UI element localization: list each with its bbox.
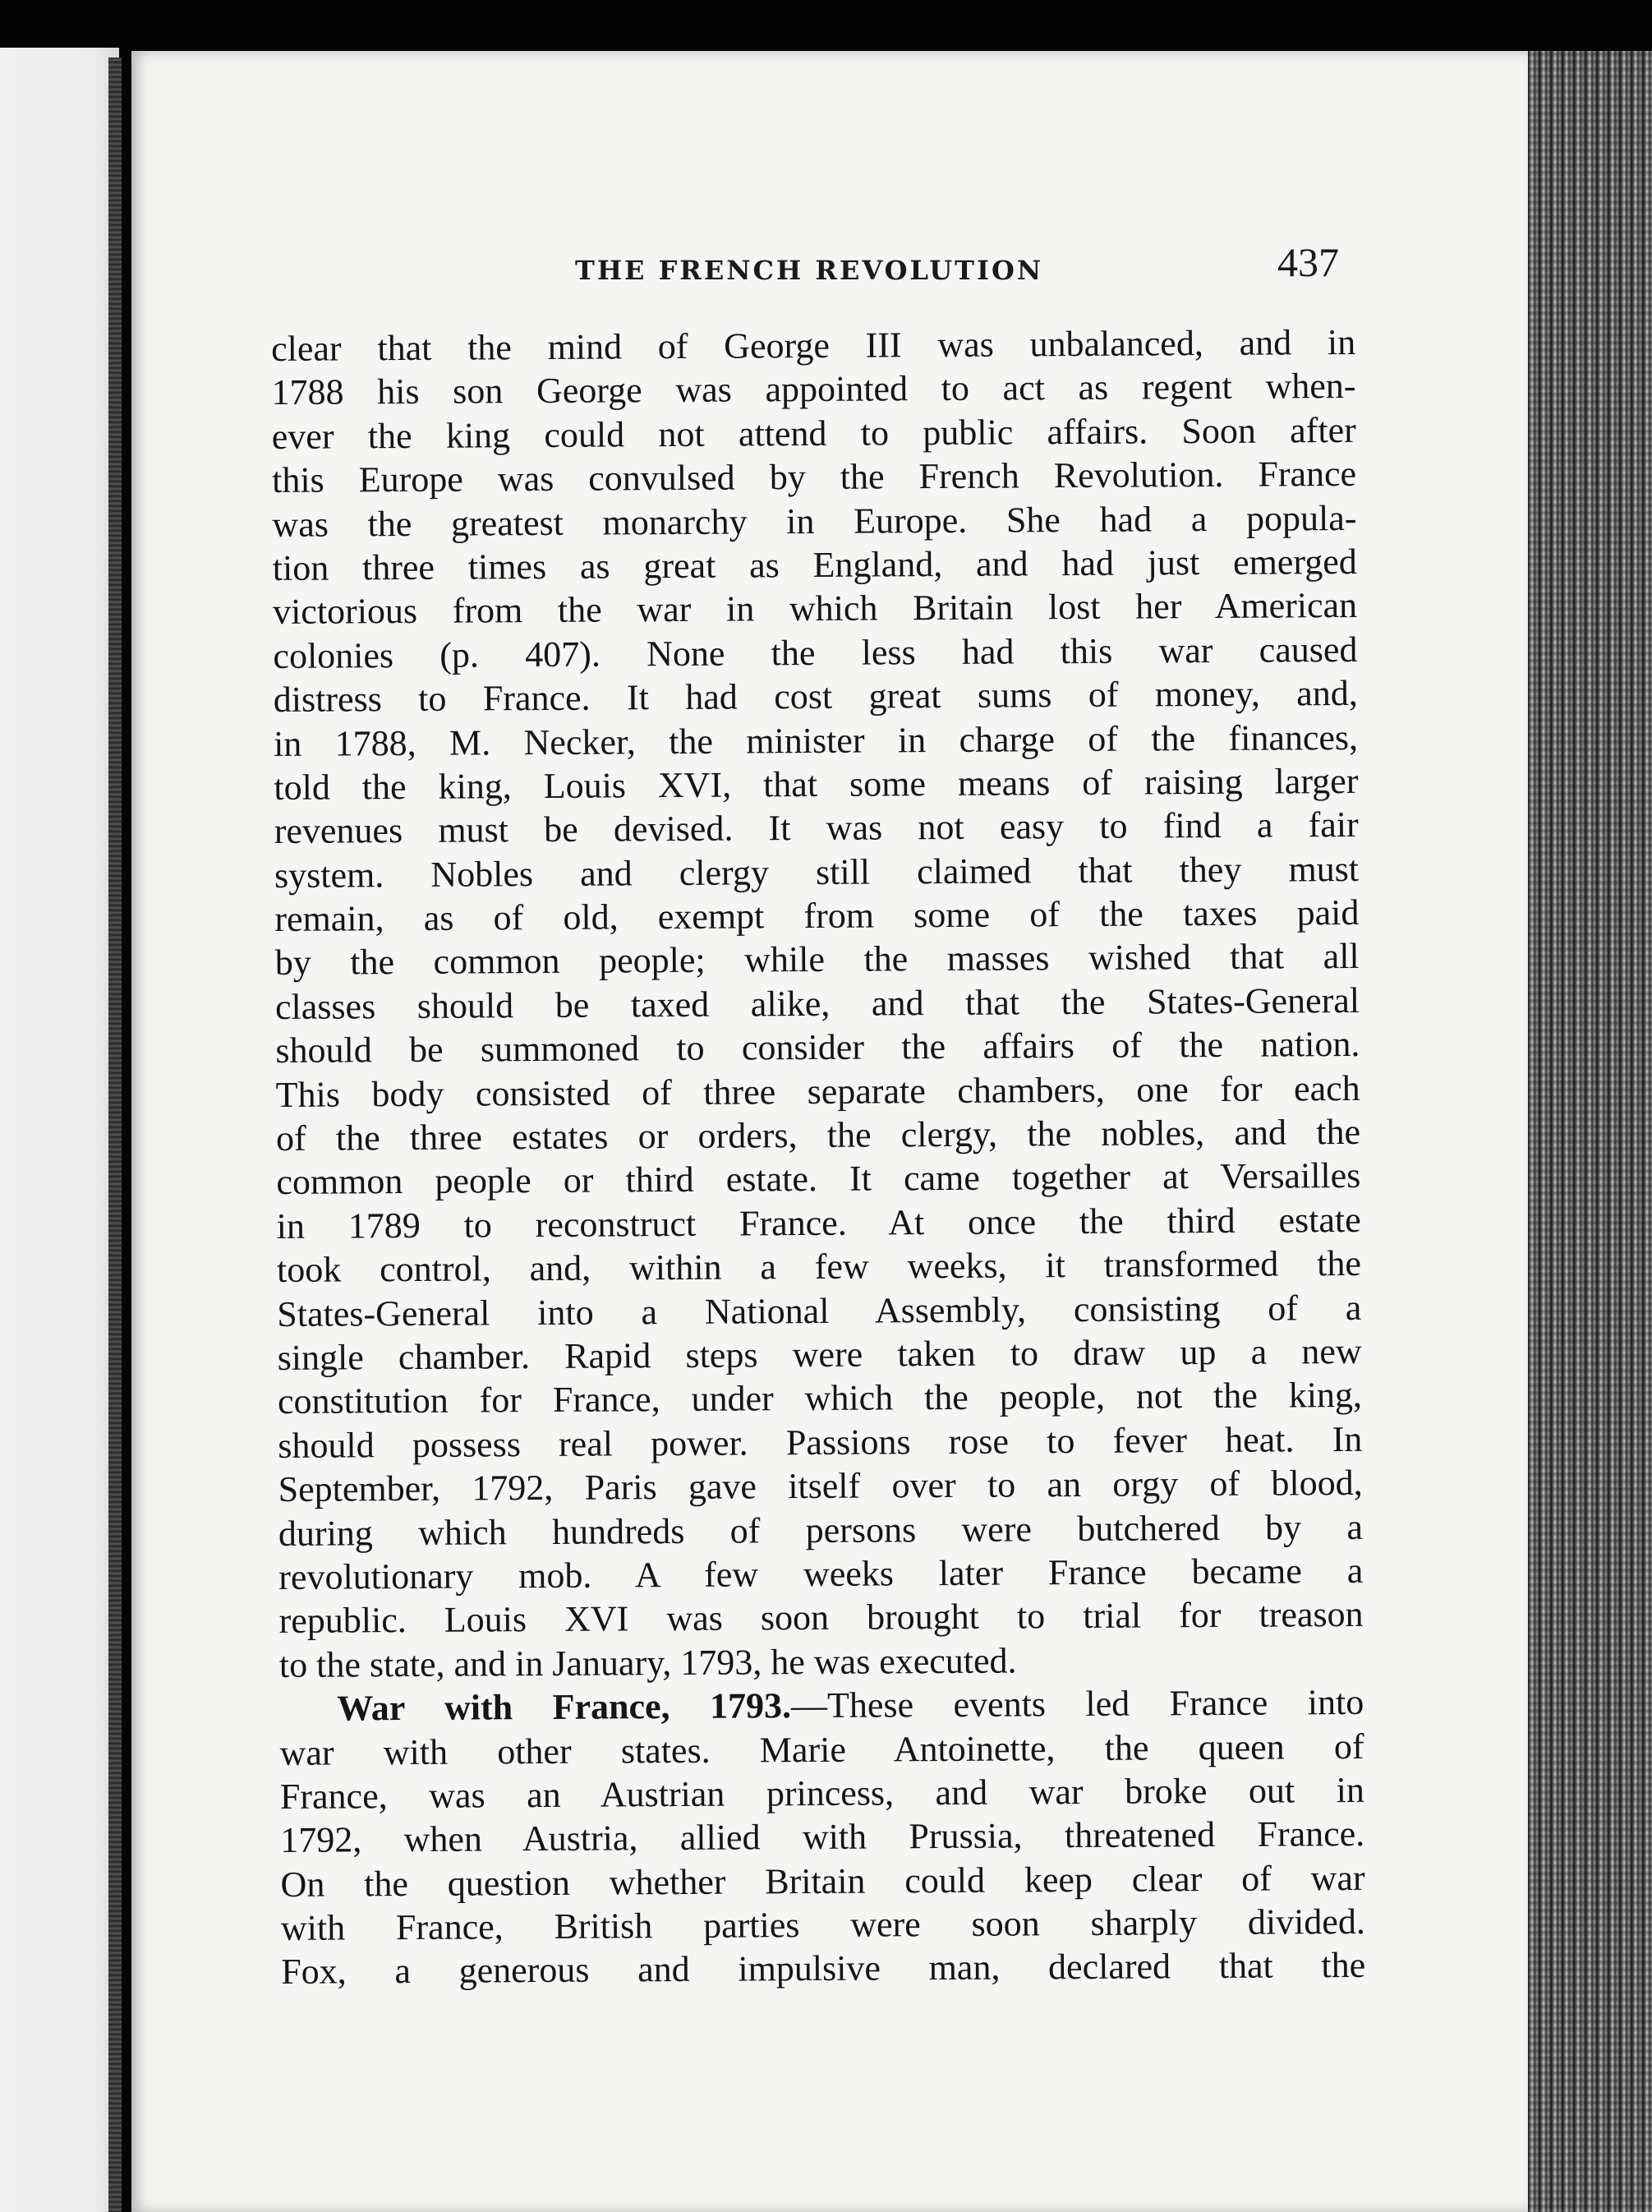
text-line: This body consisted of three separate chambers, one for each <box>275 1067 1360 1115</box>
page-header <box>148 196 1347 286</box>
text-line: to the state, and in January, 1793, he was executed. <box>278 1640 1017 1685</box>
text-line: of the three estates or orders, the clergy, the nobles, and the <box>275 1111 1361 1159</box>
text-line: war with other states. Marie Antoinette, the queen of <box>279 1726 1364 1773</box>
text-line: in 1789 to reconstruct France. At once the third estate <box>276 1199 1361 1247</box>
left-page-edge <box>0 48 119 2212</box>
text-line: should possess real power. Passions rose to fever heat. In <box>278 1418 1363 1466</box>
text-line: On the question whether Britain could keep clear of war <box>280 1857 1365 1905</box>
text-line: 1792, when Austria, allied with Prussia, threatened France. <box>280 1813 1365 1861</box>
page-number: 437 <box>1277 239 1339 285</box>
text-line: told the king, Louis XVI, that some means of raising larger <box>274 760 1359 808</box>
text-line: tion three times as great as England, and had just emerged <box>272 541 1357 588</box>
text-line: ever the king could not attend to public affairs. Soon after <box>271 409 1356 457</box>
text-line: should be summoned to consider the affairs of the nation. <box>275 1024 1360 1071</box>
text-line: States-General into a National Assembly, consisting of a <box>277 1287 1362 1334</box>
text-line: 1788 his son George was appointed to act as regent when- <box>271 366 1356 413</box>
text-line: September, 1792, Paris gave itself over to an orgy of blood, <box>278 1463 1363 1510</box>
text-line: system. Nobles and clergy still claimed that they must <box>274 848 1360 896</box>
text-line: single chamber. Rapid steps were taken to draw up a new <box>277 1330 1362 1378</box>
text-line: classes should be taxed alike, and that the States-General <box>274 979 1360 1027</box>
text-line: distress to France. It had cost great sums of money, and, <box>273 673 1358 721</box>
text-line: constitution for France, under which the people, not the king, <box>277 1375 1363 1422</box>
text-line: France, was an Austrian princess, and war broke out in <box>279 1769 1365 1817</box>
text-line: was the greatest monarchy in Europe. She had a popula- <box>272 497 1357 545</box>
section-heading: War with France, 1793. <box>337 1685 792 1729</box>
running-title: THE FRENCH REVOLUTION <box>575 255 1044 286</box>
text-line-rest: —These events led France into <box>790 1682 1364 1726</box>
text-line: by the common people; while the masses wished that all <box>274 936 1360 984</box>
text-line: revenues must be devised. It was not easy to find a fair <box>274 804 1359 852</box>
text-line: this Europe was convulsed by the French Revolution. France <box>271 454 1357 501</box>
section-first-line <box>279 1680 1364 1730</box>
body-text <box>271 320 1365 1994</box>
text-line: common people or third estate. It came together at Versailles <box>276 1155 1361 1203</box>
text-line: republic. Louis XVI was soon brought to trial for treason <box>278 1594 1364 1642</box>
text-line: remain, as of old, exempt from some of the taxes paid <box>274 892 1360 940</box>
text-line: clear that the mind of George III was unbalanced, and in <box>271 321 1356 369</box>
text-line: took control, and, within a few weeks, it transformed the <box>276 1243 1362 1291</box>
text-line: colonies (p. 407). None the less had this war caused <box>273 629 1358 676</box>
text-line: in 1788, M. Necker, the minister in charge of the finances, <box>273 717 1359 764</box>
text-line: victorious from the war in which Britain lost her American <box>272 585 1358 633</box>
page-stack-edge <box>1528 51 1652 2212</box>
text-line: Fox, a generous and impulsive man, declared that the <box>281 1945 1366 1993</box>
text-line: during which hundreds of persons were butchered by a <box>278 1506 1364 1554</box>
text-line: revolutionary mob. A few weeks later France became a <box>278 1550 1364 1597</box>
book-gutter <box>108 58 122 2212</box>
text-line: with France, British parties were soon sharply divided. <box>280 1901 1366 1949</box>
